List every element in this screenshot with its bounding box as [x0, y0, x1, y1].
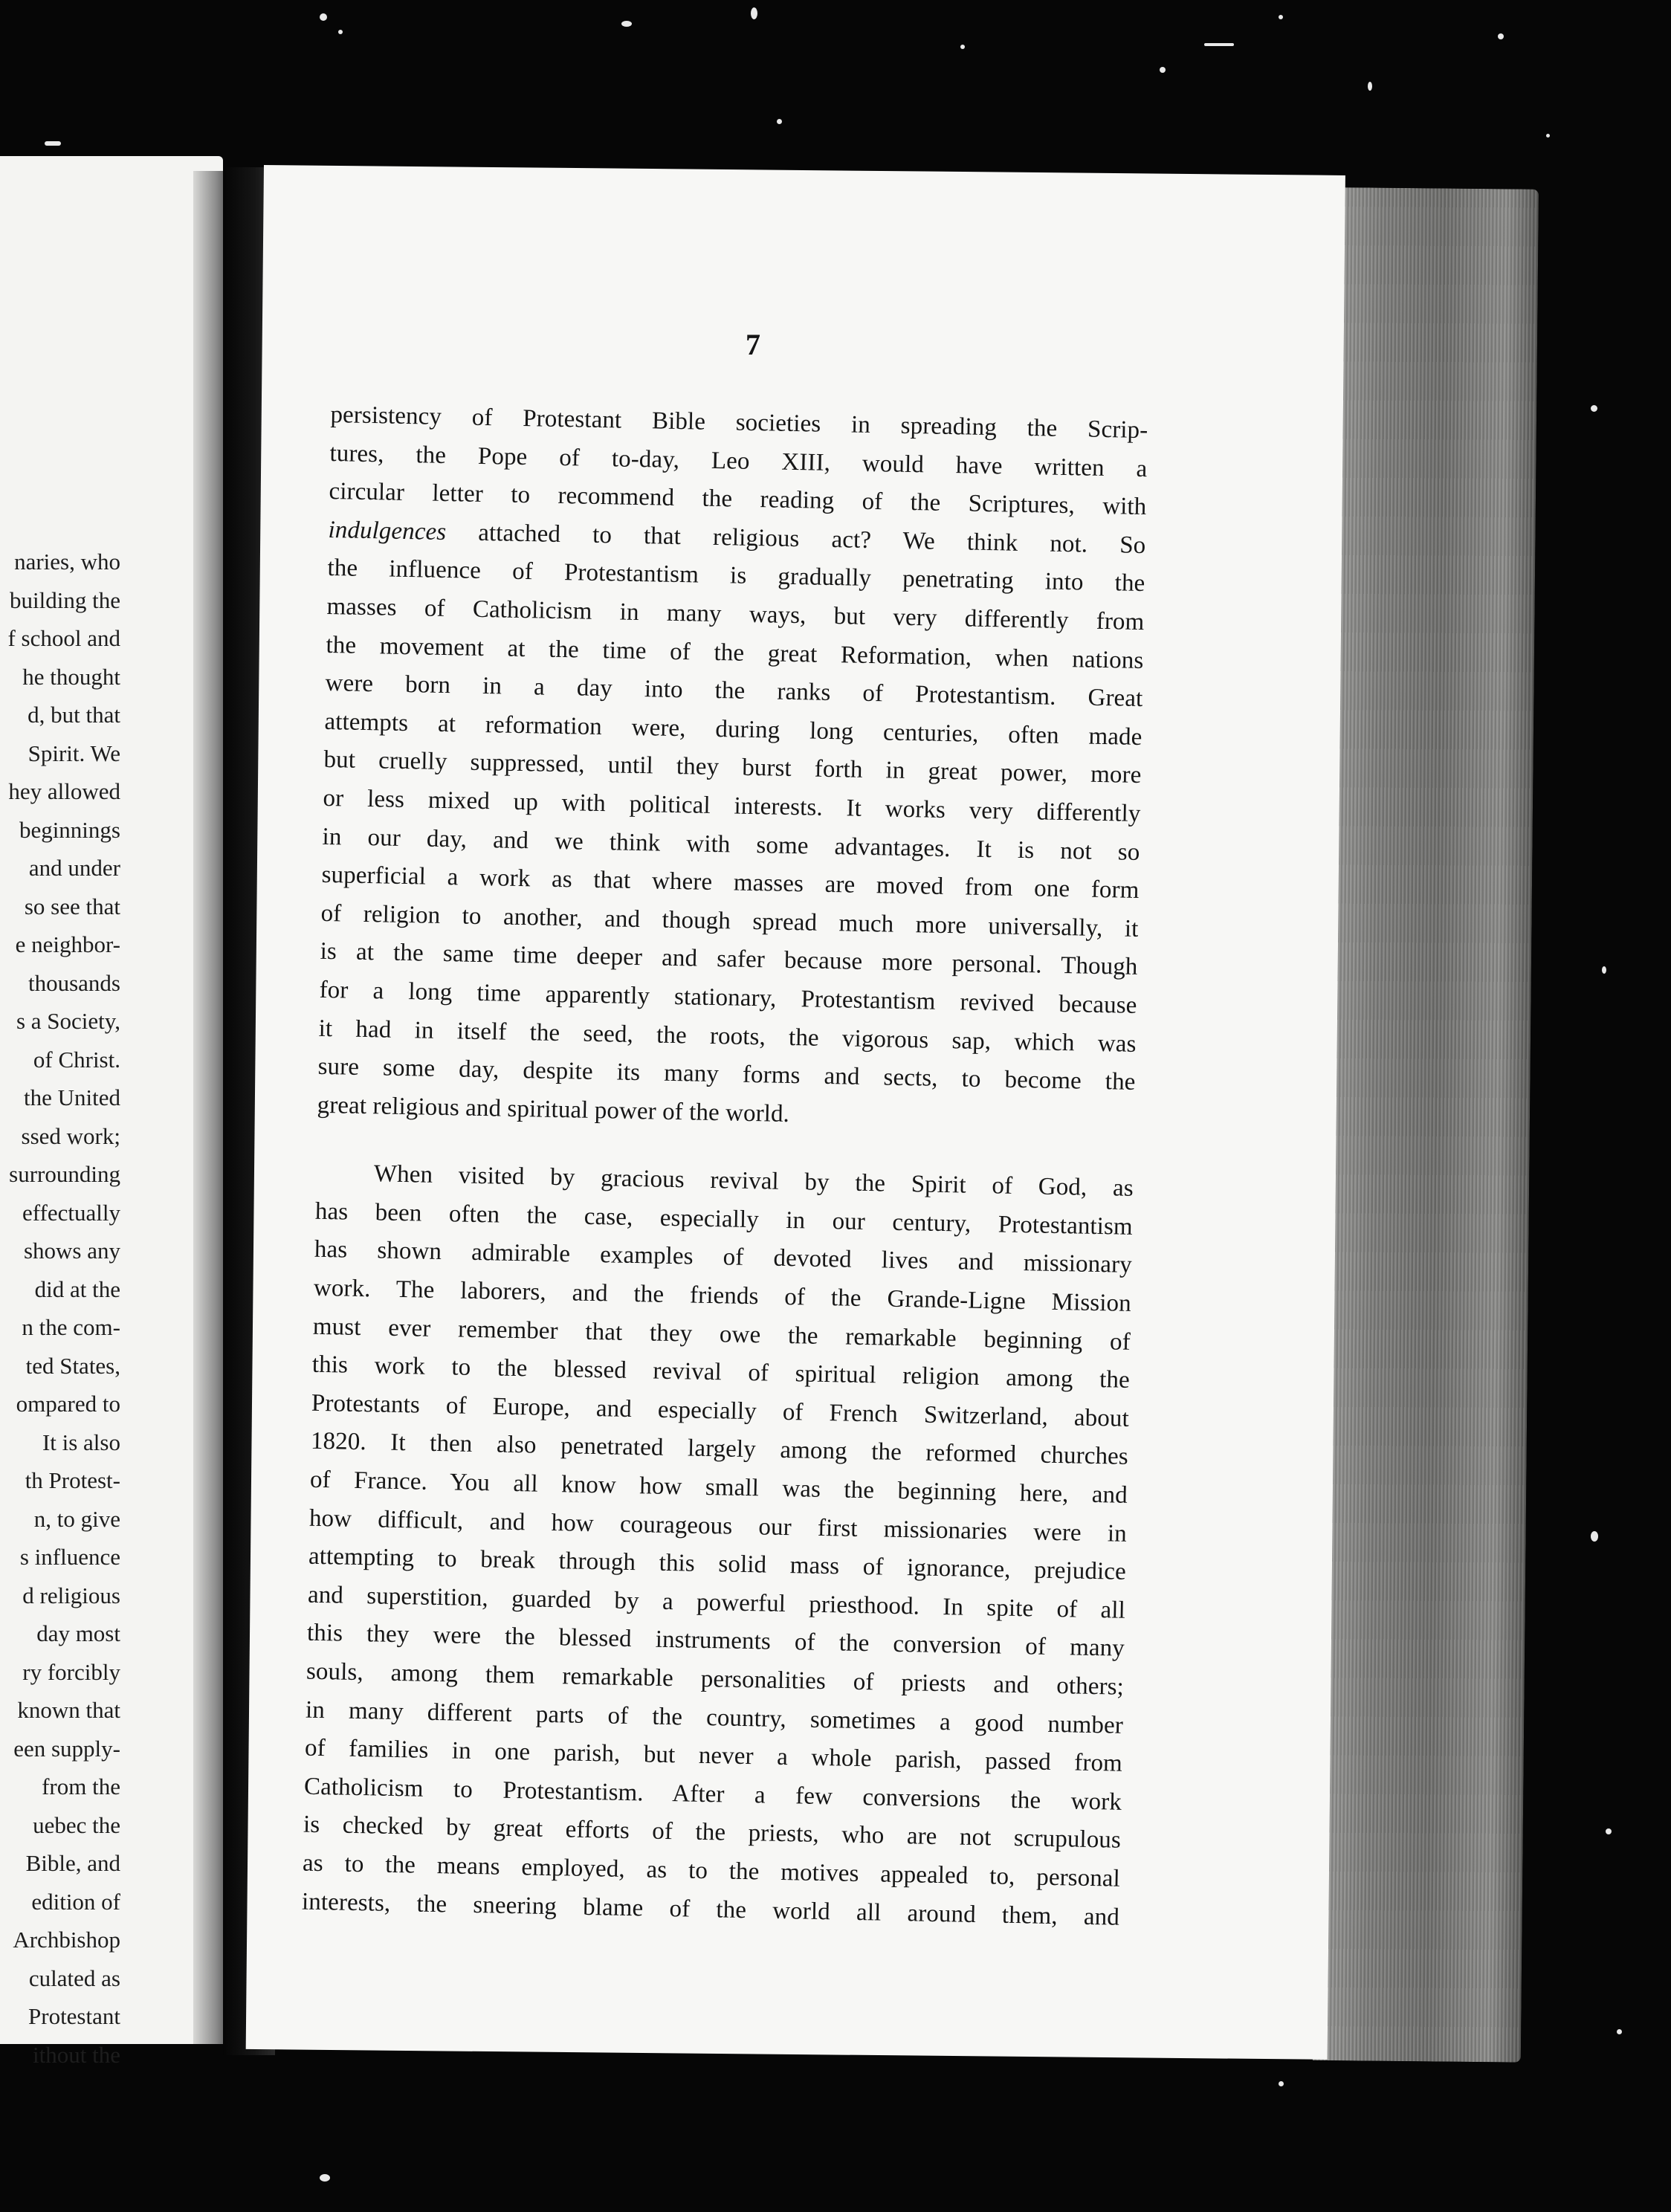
- text-line: persistency of Protestant Bible societies in spreading the Scrip-: [330, 401, 1148, 444]
- left-line: ithout the: [33, 2041, 120, 2068]
- left-line: Protestant: [28, 2003, 120, 2029]
- text-line: of France. You all know how small was the beginning here, and: [309, 1466, 1128, 1509]
- left-line: th Protest-: [25, 1467, 120, 1493]
- text-line: When visited by gracious revival by the Spirit of God, as: [373, 1160, 1134, 1203]
- text-line: sure some day, despite its many forms and sects, to become the: [317, 1052, 1136, 1096]
- text-line: 1820. It then also penetrated largely among the reformed churches: [310, 1428, 1129, 1471]
- text-line: masses of Catholicism in many ways, but very differently from: [326, 592, 1145, 636]
- text-line: of families in one parish, but never a whole parish, passed from: [304, 1734, 1123, 1777]
- dust-speck: [45, 141, 61, 146]
- left-line: Spirit. We: [28, 740, 120, 766]
- dust-speck: [1160, 67, 1166, 73]
- left-line: ted States,: [25, 1352, 120, 1379]
- left-line: so see that: [24, 893, 120, 919]
- left-line: building the: [10, 586, 120, 613]
- left-line: and under: [28, 855, 120, 881]
- left-line: day most: [36, 1620, 120, 1646]
- page-fore-edge: [1313, 187, 1539, 2063]
- left-line: ssed work;: [21, 1122, 120, 1149]
- left-page: [0, 156, 223, 2068]
- text-line: of religion to another, and though spread much more universally, it: [320, 899, 1139, 942]
- text-line: were born in a day into the ranks of Protestantism. Great: [325, 670, 1143, 713]
- left-line: ompared to: [16, 1391, 120, 1417]
- left-line: s influence: [19, 1544, 120, 1570]
- left-line: naries, who: [14, 549, 120, 575]
- left-line: uebec the: [33, 1811, 120, 1838]
- text-line: Protestants of Europe, and especially of French Switzerland, about: [311, 1389, 1130, 1432]
- text-line: superficial a work as that where masses are moved from one form: [321, 861, 1140, 905]
- dust-speck: [320, 2174, 330, 2182]
- dust-speck: [621, 21, 632, 27]
- text-line: attempting to break through this solid mass of ignorance, prejudice: [308, 1542, 1127, 1586]
- left-page-text: [0, 543, 120, 2074]
- dust-speck: [1204, 43, 1234, 46]
- left-line: known that: [17, 1697, 120, 1723]
- text-line: this they were the blessed instruments of the conversion of many: [306, 1620, 1125, 1663]
- left-line: Bible, and: [25, 1850, 120, 1876]
- dust-speck: [751, 7, 757, 19]
- italic-word: indulgences: [328, 516, 447, 546]
- paragraph-2: [302, 1154, 1134, 1937]
- text-line: but cruelly suppressed, until they burst forth in great power, more: [323, 746, 1142, 789]
- left-line: beginnings: [19, 816, 120, 843]
- left-line: It is also: [42, 1429, 120, 1455]
- left-line: surrounding: [9, 1161, 120, 1187]
- text-line: is at the same time deeper and safer because more personal. Though: [320, 938, 1138, 981]
- text-line: Catholicism to Protestantism. After a few conversions the work: [303, 1773, 1122, 1816]
- text-line: how difficult, and how courageous our first missionaries were in: [308, 1504, 1128, 1548]
- text-line: as to the means employed, as to the motives appealed to, personal: [302, 1849, 1121, 1892]
- left-line: een supply-: [13, 1735, 120, 1762]
- text-line: must ever remember that they owe the remarkable beginning of: [312, 1313, 1131, 1356]
- left-line: of Christ.: [33, 1046, 120, 1073]
- dust-speck: [1498, 33, 1504, 39]
- dust-speck: [1279, 15, 1283, 19]
- left-line: edition of: [31, 1888, 120, 1915]
- text-line: and superstition, guarded by a powerful priesthood. In spite of all: [307, 1581, 1126, 1624]
- text-line: has been often the case, especially in our century, Protestantism: [314, 1197, 1134, 1241]
- left-line: the United: [24, 1084, 120, 1110]
- left-line: Archbishop: [13, 1927, 120, 1953]
- right-page-text: [302, 396, 1148, 1937]
- text-line: this work to the blessed revival of spiritual religion among the: [311, 1351, 1131, 1394]
- dust-speck: [1617, 2029, 1622, 2034]
- left-line: n, to give: [33, 1505, 120, 1532]
- left-line: f school and: [7, 625, 120, 651]
- text-line: is checked by great efforts of the priests, who are not scrupulous: [303, 1811, 1122, 1854]
- dust-speck: [777, 119, 782, 124]
- dust-speck: [1606, 1828, 1612, 1834]
- left-line: did at the: [34, 1275, 120, 1302]
- text-line: in many different parts of the country, sometimes a good number: [305, 1696, 1124, 1739]
- left-line: ry forcibly: [22, 1658, 120, 1685]
- left-line: d, but that: [28, 702, 120, 728]
- text-line-rest: attached to that religious act? We think not. So: [478, 519, 1146, 559]
- text-line: great religious and spiritual power of the world.: [317, 1091, 790, 1128]
- text-line: the movement at the time of the great Reformation, when nations: [326, 631, 1144, 674]
- dust-speck: [1591, 1531, 1598, 1542]
- text-line: interests, the sneering blame of the world all around them, and: [301, 1888, 1120, 1931]
- text-line: attempts at reformation were, during long centuries, often made: [324, 708, 1142, 751]
- left-line: e neighbor-: [15, 931, 120, 957]
- text-line: tures, the Pope of to-day, Leo XIII, would have written a: [329, 439, 1148, 482]
- left-line: hey allowed: [8, 778, 120, 804]
- text-line: for a long time apparently stationary, Protestantism revived because: [319, 976, 1137, 1019]
- left-line: from the: [42, 1773, 120, 1799]
- dust-speck: [1368, 82, 1372, 91]
- dust-speck: [1602, 966, 1606, 974]
- left-line: n the com-: [22, 1314, 120, 1340]
- text-line: has shown admirable examples of devoted lives and missionary: [314, 1236, 1133, 1279]
- left-line: d religious: [22, 1582, 120, 1608]
- dust-speck: [1591, 405, 1597, 412]
- page-number: 7: [746, 328, 760, 361]
- paragraph-1: [317, 396, 1148, 1140]
- left-line: he thought: [22, 663, 120, 690]
- left-line: effectually: [22, 1199, 120, 1226]
- left-line: s a Society,: [16, 1008, 120, 1034]
- left-line: shows any: [23, 1238, 120, 1264]
- left-line: thousands: [28, 969, 120, 996]
- text-line: work. The laborers, and the friends of the Grande-Ligne Mission: [313, 1274, 1132, 1317]
- dust-speck: [1279, 2081, 1284, 2086]
- dust-speck: [1546, 134, 1550, 138]
- dust-speck: [960, 45, 965, 49]
- text-line: the influence of Protestantism is gradually penetrating into the: [327, 554, 1145, 598]
- dust-speck: [320, 13, 327, 21]
- text-line: circular letter to recommend the reading of the Scriptures, with: [329, 478, 1147, 521]
- text-line: in our day, and we think with some advantages. It is not so: [322, 823, 1140, 866]
- text-line: it had in itself the seed, the roots, the vigorous sap, which was: [318, 1015, 1137, 1058]
- dust-speck: [338, 30, 343, 34]
- left-line: culated as: [28, 1964, 120, 1991]
- text-line: or less mixed up with political interests. It works very differently: [323, 784, 1141, 827]
- text-line: souls, among them remarkable personalities of priests and others;: [306, 1658, 1125, 1701]
